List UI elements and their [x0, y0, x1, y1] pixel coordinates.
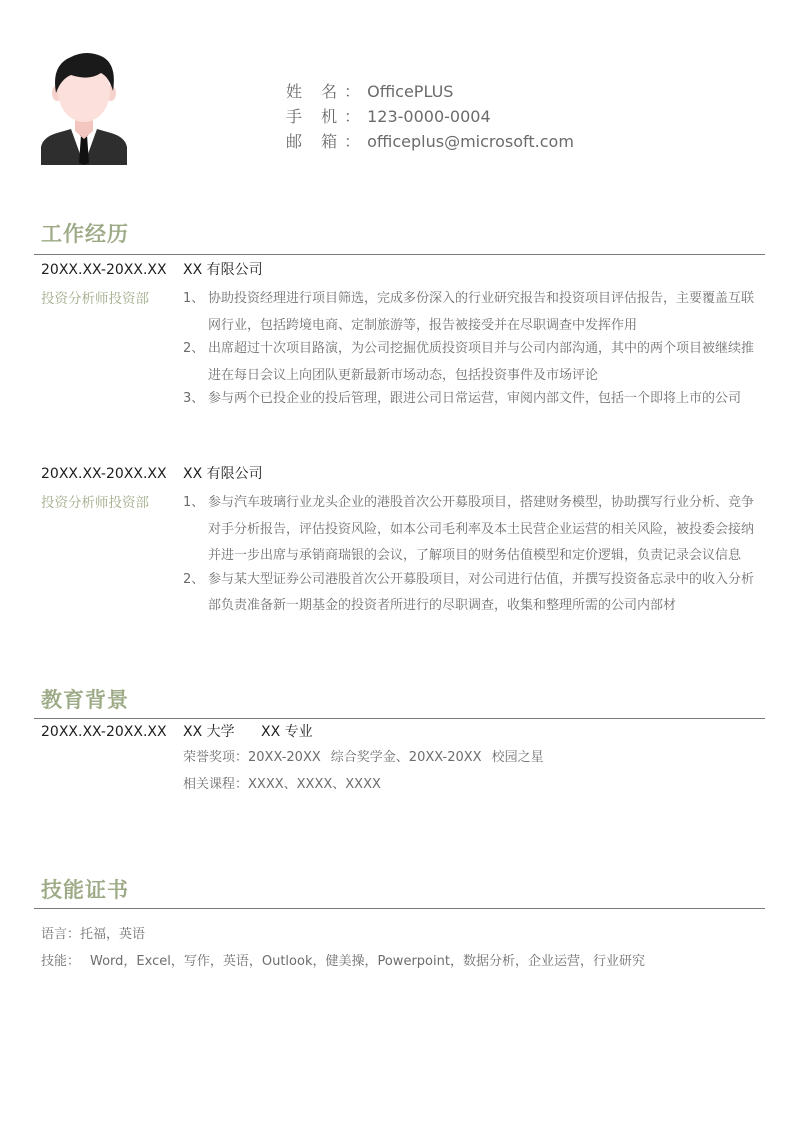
email-row — [286, 129, 574, 154]
email-value[interactable]: officeplus@microsoft.com — [367, 132, 574, 151]
courses-value: XXXX、XXXX、XXXX — [248, 776, 381, 792]
honor-name: 校园之星 — [491, 750, 544, 765]
section-title-skills: 技能证书 — [41, 878, 129, 902]
job-entry — [41, 260, 766, 413]
profile-photo — [41, 51, 127, 165]
duty-item — [183, 386, 766, 413]
duty-text: 参与汽车玻璃行业龙头企业的港股首次公开募股项目，搭建财务模型，协助撰写行业分析、竞争对手分析报告，评估投资风险，如本公司毛利率及本土民营企业运营的相关风险，被投委会接纳并进一步出席与承销商瑞银的会议，了解项目的财务估值模型和定价逻辑，负责记录会议信息 — [208, 495, 755, 563]
duty-item — [183, 567, 766, 620]
duty-number: 3、 — [183, 391, 205, 406]
edu-courses — [183, 772, 766, 799]
avatar-illustration — [41, 51, 127, 165]
skill-value: Word，Excel，写作，英语，Outlook，健美操，Powerpoint，数据分析，企业运营，行业研究 — [90, 953, 645, 969]
job-date: 20XX.XX-20XX.XX — [41, 262, 167, 278]
email-label: 邮 箱： — [286, 132, 368, 151]
job-company: XX 有限公司 — [183, 262, 263, 278]
edu-school: XX 大学 — [183, 724, 235, 740]
phone-value: 123-0000-0004 — [367, 107, 491, 126]
job-duties — [183, 493, 766, 620]
section-divider — [34, 718, 765, 719]
edu-major: XX 专业 — [261, 724, 313, 740]
edu-honors — [183, 745, 766, 772]
edu-date: 20XX.XX-20XX.XX — [41, 724, 167, 740]
name-value: OfficePLUS — [367, 82, 454, 101]
section-divider — [34, 908, 765, 909]
honor-year: 20XX-20XX — [408, 750, 482, 765]
duty-number: 2、 — [183, 341, 205, 356]
job-duties — [183, 289, 766, 413]
courses-label: 相关课程： — [183, 776, 249, 792]
language-value: 托福，英语 — [80, 927, 146, 942]
section-divider — [34, 254, 765, 255]
honors-label: 荣誉奖项： — [183, 750, 249, 765]
name-label: 姓 名： — [286, 82, 368, 101]
job-company: XX 有限公司 — [183, 466, 263, 482]
job-entry — [41, 464, 766, 620]
language-label: 语言： — [41, 927, 81, 942]
duty-text: 参与某大型证券公司港股首次公开募股项目，对公司进行估值，并撰写投资备忘录中的收入分析部负责准备新一期基金的投资者所进行的尽职调查，收集和整理所需的公司内部材 — [208, 571, 755, 613]
job-role: 投资分析师投资部 — [41, 291, 149, 307]
contact-info — [286, 79, 574, 154]
duty-item — [183, 336, 766, 389]
honor-name: 综合奖学金、 — [330, 750, 409, 765]
job-date: 20XX.XX-20XX.XX — [41, 466, 167, 482]
duty-number: 2、 — [183, 571, 205, 587]
duty-text: 出席超过十次项目路演，为公司挖掘优质投资项目并与公司内部沟通，其中的两个项目被继续推进在每日会议上向团队更新最新市场动态，包括投资事件及市场评论 — [208, 341, 755, 383]
duty-text: 参与两个已投企业的投后管理，跟进公司日常运营，审阅内部文件，包括一个即将上市的公司 — [208, 391, 742, 406]
section-title-education: 教育背景 — [41, 688, 129, 712]
education-entry — [41, 722, 766, 798]
duty-number: 1、 — [183, 291, 205, 306]
duty-number: 1、 — [183, 495, 205, 510]
phone-label: 手 机： — [286, 107, 368, 126]
language-row — [41, 922, 645, 949]
skill-row — [41, 949, 645, 976]
name-row — [286, 79, 574, 104]
duty-item — [183, 490, 766, 570]
honor-year: 20XX-20XX — [248, 750, 321, 765]
section-title-work: 工作经历 — [41, 222, 129, 246]
phone-row — [286, 104, 574, 129]
job-role: 投资分析师投资部 — [41, 495, 149, 511]
skill-label: 技能： — [41, 953, 81, 969]
skills-block — [41, 922, 645, 975]
duty-item — [183, 286, 766, 339]
duty-text: 协助投资经理进行项目筛选，完成多份深入的行业研究报告和投资项目评估报告，主要覆盖互联网行业，包括跨境电商、定制旅游等，报告被接受并在尽职调查中发挥作用 — [208, 291, 755, 333]
